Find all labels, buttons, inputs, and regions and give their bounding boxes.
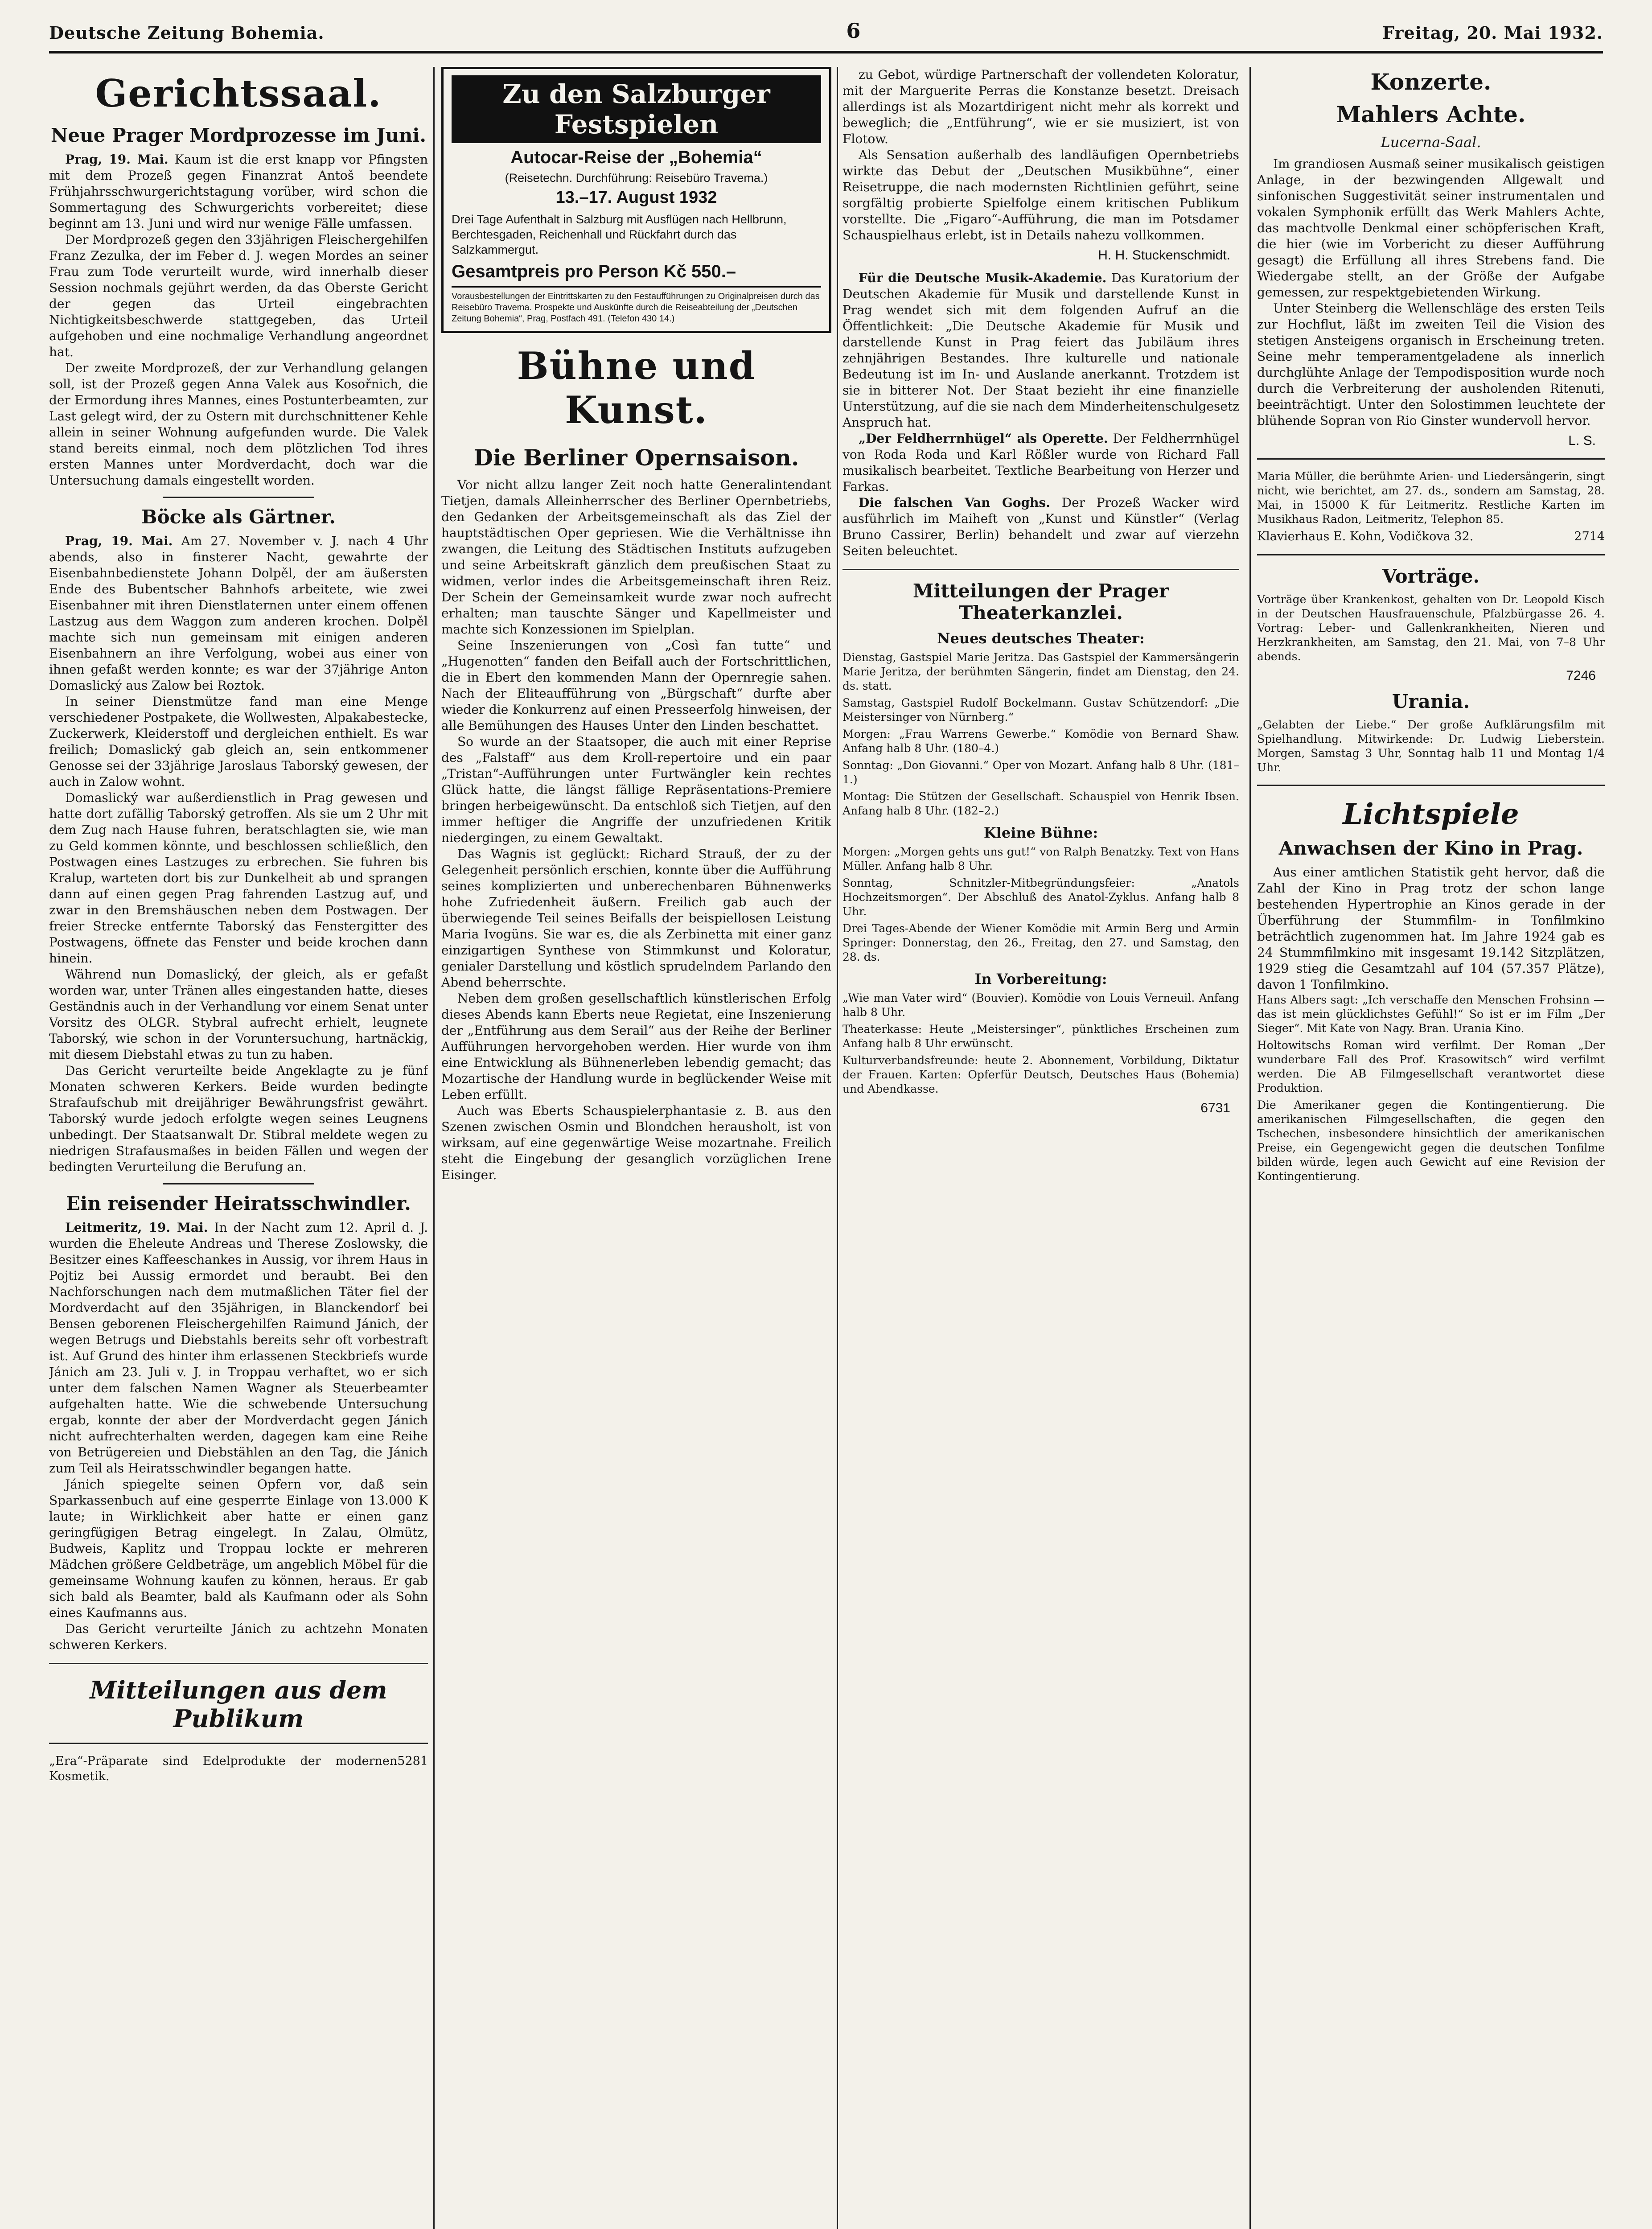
column-theatre: [842, 67, 1239, 2229]
listing-item: Morgen: „Morgen gehts uns gut!“ von Ralph Benatzky. Text von Hans Müller. Anfang halb 8 Uhr.: [842, 845, 1239, 872]
article-paragraph: Der zweite Mordprozeß, der zur Verhandlung gelangen soll, ist der Prozeß gegen Anna Valek aus Kosořnich, die der Ermordung ihres Mannes, eines Postunterbeamten, zur Last gelegt wird, der zu Ostern mit durchschnittener Kehle allein in seiner Wohnung aufgefunden wurde. Die Valek stand bereits einmal, noch dem plötzlichen Tod ihres ersten Mannes unter Mordverdacht, doch war die Untersuchung damals eingestellt worden.: [49, 361, 428, 488]
listing-item: Dienstag, Gastspiel Marie Jeritza. Das Gastspiel der Kammersängerin Marie Jeritza, der berühmten Sängerin, findet am Dienstag, den 24. ds. statt.: [842, 651, 1239, 692]
paragraph-text: Am 27. November v. J. nach 4 Uhr abends, also in finsterer Nacht, gewahrte der Eisenbahnbedienstete Johann Dolpěl, der am äußersten Ende des Bubentscher Bahnhofs arbeitete, wie zwei Eisenbahner mit ihren Dienstlaternen unter einem offenen Lastzug aus dem Waggon zum anderen krochen. Dolpěl machte sich nun gemeinsam mit einigen anderen Eisenbahnern an ihre Verfolgung, wobei aus einer von ihnen gefaßt werden konnte; es war der 37jährige Anton Domaslický aus Zalow bei Roztok.: [49, 534, 428, 693]
notice-item: Die Amerikaner gegen die Kontingentierung. Die amerikanischen Filmgesellschaften, die gegen den Tschechen, insbesondere hinsichtlich der amerikanischen Preise, ein Gegengewicht gegen die deutschen Tonfilme bilden würde, legen auch Gewicht auf eine Revision der Kontingentierung.: [1257, 1098, 1605, 1183]
item-head: „Der Feldherrnhügel“ als Operette.: [859, 431, 1108, 446]
divider: [49, 1663, 428, 1664]
section-title-lectures: Vorträge.: [1382, 565, 1480, 587]
section-title-urania: Urania.: [1392, 691, 1470, 712]
classified-ad: [49, 1754, 428, 1784]
ad-text: Klavierhaus E. Kohn, Vodičkova 32.: [1257, 530, 1474, 543]
dateline: Prag, 19. Mai.: [65, 152, 168, 167]
divider: [49, 1743, 428, 1744]
article-paragraph: In seiner Dienstmütze fand man eine Menge verschiedener Postpakete, die Wollwesten, Alpakabestecke, Zuckerwerk, Kleiderstoff und dergleichen enthielt. Es war freilich; Domaslický gab gleich an, sein entkommener Genosse sei der 33jährige Jaroslaus Taborský gewesen, der auch in Zalow wohnt.: [49, 694, 428, 789]
article-title: Die Berliner Opernsaison.: [473, 444, 799, 471]
section-title-theatre: Mitteilungen der Prager Theaterkanzlei.: [912, 580, 1169, 624]
page-number: 6: [846, 19, 861, 43]
newspaper-name: Deutsche Zeitung Bohemia.: [49, 23, 325, 43]
dateline: Prag, 19. Mai.: [65, 534, 173, 548]
ad-price: Gesamtpreis pro Person Kč 550.–: [452, 262, 736, 281]
article-paragraph: Neben dem großen gesellschaftlich künstlerischen Erfolg dieses Abends kann Eberts neue Regietat, eine Inszenierung der „Entführung aus dem Serail“ aus der Reihe der Berliner Aufführungen hervorgehoben werden. Hier wurde von ihm eine Entwicklung als Bühnenerleben lebendig gemacht; das Mozartische der Handlung wurde in beglückender Weise mit Leben erfüllt.: [441, 991, 831, 1102]
column-court: [49, 67, 428, 2229]
ad-organizer: (Reisetechn. Durchführung: Reisebüro Travema.): [505, 171, 768, 185]
listing-item: Sonntag, Schnitzler-Mitbegründungsfeier: „Anatols Hochzeitsmorgen“. Der Abschluß des Anatol-Zyklus. Anfang halb 8 Uhr.: [842, 876, 1239, 918]
divider: [163, 1183, 314, 1184]
theatre-subhead: Neues deutsches Theater:: [937, 630, 1145, 647]
article-title: Ein reisender Heiratsschwindler.: [66, 1193, 411, 1214]
section-title-cinema: Lichtspiele: [1343, 798, 1519, 831]
article-paragraph: So wurde an der Staatsoper, die auch mit einer Reprise des „Falstaff“ aus dem Kroll-repertoire und ein paar „Tristan“-Aufführungen unter Furtwängler kein rechtes Glück hatte, die längst fällige Repräsentations-Premiere bringen herbeigewünscht. Da entschloß sich Tietjen, auf den immer heftiger die Angriffe der unzufriedenen Kritik niedergingen, zu einem Gewaltakt.: [441, 734, 831, 845]
article-paragraph: Domaslický war außerdienstlich in Prag gewesen und hatte dort zufällig Taborský getroffen. Als sie um 2 Uhr mit dem Zug nach Hause fuhren, beratschlagten sie, wie man zu Geld kommen könnte, und beschlossen schließlich, den Postwagen eines Lastzuges zu erbrechen. Sie fuhren bis Kralup, warteten dort bis zur Dunkelheit ab und sprangen dann auf einen gegen Prag fahrenden Lastzug auf, und zwar in den Bremshäuschen neben dem Postwagen. Der freier Strecke entfernte Taborský das Fenstergitter des Postwagens, öffnete das Fenster und beide krochen dann hinein.: [49, 790, 428, 966]
section-title-concerts: Konzerte.: [1370, 69, 1492, 95]
article-title: Neue Prager Mordprozesse im Juni.: [50, 124, 426, 146]
article-paragraph: Im grandiosen Ausmaß seiner musikalisch geistigen Anlage, in der bezwingenden Allgewalt und sinfonischen Suggestivität seiner instrumentalen und vokalen Symphonik erfüllt das Werk Mahlers Achte, das machtvolle Denkmal einer schöpferischen Kraft, die hier (wie im Vorbericht zu dieser Aufführung gesagt) die Erfüllung all ihres Strebens fand. Die Wiedergabe stellt, an der Größe der Aufgabe gemessen, zur respektgebietenden Wirkung.: [1257, 156, 1605, 300]
article-venue: Lucerna-Saal.: [1381, 134, 1481, 151]
column-stage: [441, 67, 831, 2229]
ad-subtitle: Autocar-Reise der „Bohemia“: [510, 148, 762, 167]
classified-ad: [1257, 529, 1605, 544]
article-paragraph: [842, 270, 1239, 431]
ad-code: 2714: [1574, 530, 1605, 543]
article-paragraph: Das Wagnis ist geglückt: Richard Strauß, der zu der Gelegenheit persönlich erschien, konnte über die Aufführung seines komplizierten und unberechenbaren Bühnenwerks hohe Zufriedenheit äußern. Freilich gab auch der überwiegende Teil seines Beifalls der beispiellosen Leistung Maria Ivogüns. Sie war es, die als Zerbinetta mit einer ganz einzigartigen Synthese von Stimmkunst und Koloratur, genialer Darstellung und köstlich sprudelndem Parlando den Abend beherrschte.: [441, 847, 831, 990]
article-paragraph: Vor nicht allzu langer Zeit noch hatte Generalintendant Tietjen, damals Alleinherrscher des Berliner Opernbetriebs, den Gedanken der Arbeitsgemeinschaft als das Ziel der hauptstädtischen Oper gepriesen. Wie die Verhältnisse ihn zwangen, die Leitung des Städtischen Instituts aufzugeben und seine Arbeitskraft gänzlich dem preußischen Staat zu widmen, verlor indes die Arbeitsgemeinschaft ihren Reiz. Der Schein der Gemeinsamkeit wurde zwar noch aufrecht erhalten; man tauschte Sänger und Kapellmeister und machte sich Konzessionen im Spielplan.: [441, 477, 831, 637]
section-title-court: Gerichtssaal.: [95, 71, 382, 115]
masthead-bar: [49, 13, 1603, 53]
paragraph-text: In der Nacht zum 12. April d. J. wurden die Eheleute Andreas und Therese Zoslowsky, die Besitzer eines Kaffeeschankes in Aussig, vor ihrem Haus in Pojtiz bei Aussig ermordet und beraubt. Bei den Nachforschungen nach dem mutmaßlichen Täter fiel der Mordverdacht auf den 35jährigen, in Blanckendorf bei Bensen geborenen Fleischergehilfen Raimund Jánich, der wegen Betrugs und Diebstahls bereits sehr oft vorbestraft ist. Auf Grund des hinter ihm erlassenen Steckbriefs wurde Jánich am 23. Juli v. J. in Troppau verhaftet, wo er sich unter dem falschen Namen Wagner als Steuerbeamter aufgehalten hatte. Wie die schwebende Untersuchung ergab, konnte der aber der Mordverdacht gegen Jánich nicht aufrechterhalten werden, dagegen kam eine Reihe von Betrügereien und Diebstählen an den Tag, die Jánich zum Teil als Heiratsschwindler begangen hatte.: [49, 1220, 428, 1476]
paragraph-text: Der Prozeß Wacker wird ausführlich im Maiheft von „Kunst und Künstler“ (Verlag Bruno Cassirer, Berlin) behandelt und zwar auf vierzehn Seiten beleuchtet.: [842, 495, 1239, 558]
column-rule: [1249, 67, 1251, 2229]
divider: [1257, 458, 1605, 460]
paragraph-text: Kaum ist die erst knapp vor Pfingsten mit dem Prozeß gegen Finanzrat Antoš beendete Frühjahrsschwurgerichtstagung vorüber, wird schon die Sommertagung des Schwurgerichts vorbereitet; diese beginnt am 13. Juni und wird nur wenige Fälle umfassen.: [49, 152, 428, 231]
column-rule: [433, 67, 435, 2229]
listing-item: Montag: Die Stützen der Gesellschaft. Schauspiel von Henrik Ibsen. Anfang halb 8 Uhr. (182–2.): [842, 790, 1239, 817]
article-paragraph: Seine Inszenierungen von „Così fan tutte“ und „Hugenotten“ fanden den Beifall auch der Fortschrittlichen, die in Ebert den kommenden Mann der Opernregie sahen. Nach der Eliteaufführung von „Bürgschaft“ durfte aber wieder die Konkurrenz auf einen Presseerfolg hinweisen, der alle Bemühungen des Hauses Unter den Linden beschattet.: [441, 638, 831, 733]
theatre-subhead: Kleine Bühne:: [983, 824, 1098, 841]
notice-item: „Gelabten der Liebe.“ Der große Aufklärungsfilm mit Spielhandlung. Mitwirkende: Dr. Ludwig Lieberstein. Morgen, Samstag 3 Uhr, Sonntag halb 11 und Montag 1/4 Uhr.: [1257, 718, 1605, 774]
dateline: Leitmeritz, 19. Mai.: [65, 1220, 208, 1235]
article-title: Mahlers Achte.: [1336, 101, 1526, 127]
section-title-publikum: Mitteilungen aus dem Publikum: [90, 1676, 387, 1733]
article-paragraph: Der Mordprozeß gegen den 33jährigen Fleischergehilfen Franz Zezulka, der im Feber d. J. wegen Mordes an seiner Frau zum Tode verurteilt wurde, wird innerhalb dieser Session nochmals gejührt werden, da das Oberste Gericht der gegen das Urteil eingebrachten Nichtigkeitsbeschwerde stattgegeben, das Urteil aufgehoben und eine nochmalige Verhandlung angeordnet hat.: [49, 232, 428, 359]
notice-item: Holtowitschs Roman wird verfilmt. Der Roman „Der wunderbare Fall des Prof. Krasowitsch“ wird verfilmt werden. Die AB Filmgesellschaft verantwortet diese Produktion.: [1257, 1039, 1605, 1094]
ad-code: 5281: [397, 1754, 428, 1768]
article-paragraph: Auch was Eberts Schauspielerphantasie z. B. aus den Szenen zwischen Osmin und Blondchen herausholt, ist von wirksam, auf eine gegenwärtige Weise mozartnahe. Freilich steht die Eingebung der gesanglich vorzüglichen Irene Eisinger.: [441, 1103, 831, 1182]
article-paragraph: Das Gericht verurteilte Jánich zu achtzehn Monaten schweren Kerkers.: [49, 1621, 428, 1652]
article-paragraph: Jánich spiegelte seinen Opfern vor, daß sein Sparkassenbuch auf eine gesperrte Einlage von 13.000 K laute; in Wirklichkeit aber hatte er einen ganz geringfügigen Betrag eingelegt. In Zalau, Olmütz, Budweis, Kaplitz und Troppau lockte er mehreren Mädchen größere Geldbeträge, um angeblich Möbel für die gemeinsame Wohnung kaufen zu können, heraus. Er gab sich bald als Beamter, bald als Kaufmann oder als Sohn eines Kaufmanns aus.: [49, 1477, 428, 1620]
notice-item: Maria Müller, die berühmte Arien- und Liedersängerin, singt nicht, wie berichtet, am 27. ds., sondern am Samstag, 28. Mai, in 15000 K für Leitmeritz. Restliche Karten im Musikhaus Radon, Leitmeritz, Telephon 85.: [1257, 470, 1605, 526]
item-head: Für die Deutsche Musik-Akademie.: [859, 271, 1107, 285]
issue-date: Freitag, 20. Mai 1932.: [1382, 23, 1603, 43]
section-title-stage: Bühne und Kunst.: [517, 344, 756, 432]
article-paragraph: [842, 495, 1239, 559]
ad-dates: 13.–17. August 1932: [555, 188, 717, 207]
ad-text: „Era“-Präparate sind Edelprodukte der modernen Kosmetik.: [49, 1754, 398, 1783]
divider: [1257, 785, 1605, 786]
ad-code: 6731: [1200, 1101, 1230, 1115]
article-paragraph: Während nun Domaslický, der gleich, als er gefaßt worden war, unter Tränen alles eingestanden hatte, dieses Geständnis auch in der Verhandlung vor einem Senat unter Vorsitz des OLGR. Stybral aufrecht erhielt, leugnete Taborský, wie schon in der Voruntersuchung, hartnäckig, mit diesem Diebstahl etwas zu tun zu haben.: [49, 967, 428, 1062]
article-paragraph: [49, 1220, 428, 1476]
divider: [1257, 554, 1605, 555]
divider: [163, 497, 314, 498]
listing-item: Kulturverbandsfreunde: heute 2. Abonnement, Vorbildung, Diktatur der Frauen. Karten: Opferfür Deutsch, Deutsches Haus (Bohemia) und Abendkasse.: [842, 1054, 1239, 1095]
divider: [842, 569, 1239, 570]
article-paragraph: Das Gericht verurteilte beide Angeklagte zu je fünf Monaten schweren Kerkers. Beide wurden bedingte Strafaufschub mit dreijähriger Bewährungsfrist gewährt. Taborský wurde jedoch erfolgte wegen seines Leugnens unbedingt. Der Staatsanwalt Dr. Stibral meldete wegen zu niedrigen Strafausmaßes in beiden Fällen und wegen der bedingten Verurteilung die Berufung an.: [49, 1063, 428, 1174]
travel-advertisement: [441, 67, 831, 333]
ad-title: Zu den Salzburger Festspielen: [452, 75, 821, 143]
column-rule: [837, 67, 838, 2229]
article-paragraph: [842, 431, 1239, 495]
article-title: Böcke als Gärtner.: [141, 506, 336, 528]
paragraph-text: Das Kuratorium der Deutschen Akademie für Musik und darstellende Kunst in Prag wendet sich mit dem folgenden Aufruf an die Öffentlichkeit: „Die Deutsche Akademie für Musik und darstellende Kunst in Prag feiert das Jubiläum ihres zehnjährigen Bestandes. Ihre kulturelle und nationale Bedeutung ist im In- und Auslande anerkannt. Trotzdem ist sie in bitterer Not. Der Staat bezieht ihr eine finanzielle Unterstützung, auf die sie nach dem Minderheitenschulgesetz Anspruch hat.: [842, 271, 1239, 430]
notice-item: Hans Albers sagt: „Ich verschaffe den Menschen Frohsinn — das ist mein glücklichstes Gefühl!“ So ist er im Film „Der Sieger“. Mit Kate von Nagy. Bran. Urania Kino.: [1257, 993, 1605, 1035]
listing-item: Samstag, Gastspiel Rudolf Bockelmann. Gustav Schützendorf: „Die Meistersinger von Nürnberg.“: [842, 696, 1239, 724]
article-paragraph: [49, 533, 428, 694]
ad-fineprint: Vorausbestellungen der Eintrittskarten zu den Festaufführungen zu Originalpreisen durch das Reisebüro Travema. Prospekte und Auskünfte durch die Reiseabteilung der „Deutschen Zeitung Bohemia“, Prag, Postfach 491. (Telefon 430 14.): [452, 286, 821, 325]
article-paragraph: [49, 152, 428, 232]
listing-item: Sonntag: „Don Giovanni.“ Oper von Mozart. Anfang halb 8 Uhr. (181–1.): [842, 759, 1239, 786]
article-title: Anwachsen der Kino in Prag.: [1278, 837, 1583, 859]
item-head: Die falschen Van Goghs.: [859, 495, 1051, 510]
listing-item: Theaterkasse: Heute „Meistersinger“, pünktliches Erscheinen zum Anfang halb 8 Uhr erwünscht.: [842, 1023, 1239, 1050]
listing-item: Drei Tages-Abende der Wiener Komödie mit Armin Berg und Armin Springer: Donnerstag, den 26., Freitag, den 27. und Samstag, den 28. ds.: [842, 922, 1239, 963]
notice-item: Vorträge über Krankenkost, gehalten von Dr. Leopold Kisch in der Deutschen Hausfrauenschule, Pfalzbürgasse 26. 4. Vortrag: Leber- und Gallenkrankheiten, Nieren und Herzkrankheiten, am Samstag, den 21. Mai, von 7–8 Uhr abends.: [1257, 593, 1605, 663]
listing-item: Morgen: „Frau Warrens Gewerbe.“ Komödie von Bernard Shaw. Anfang halb 8 Uhr. (180–4.): [842, 728, 1239, 755]
author-signature: L. S.: [1568, 433, 1596, 448]
paragraph-text: Der Feldherrnhügel von Roda Roda und Karl Rößler wurde von Richard Fall musikalisch bearbeitet. Textliche Bearbeitung von Herzer und Farkas.: [842, 431, 1239, 494]
ad-code: 7246: [1566, 668, 1596, 683]
column-concerts: [1257, 67, 1605, 2229]
author-signature: H. H. Stuckenschmidt.: [1098, 248, 1230, 263]
theatre-subhead: In Vorbereitung:: [974, 971, 1107, 987]
article-paragraph: zu Gebot, würdige Partnerschaft der vollendeten Koloratur, mit der Marguerite Perras die Konstanze besetzt. Dreisach allerdings ist als Mozartdirigent nicht mehr als korrekt und beweglich; die „Entführung“, wie er sie musiziert, ist von Flotow.: [842, 67, 1239, 146]
article-paragraph: Unter Steinberg die Wellenschläge des ersten Teils zur Hochflut, läßt im zweiten Teil die Vision des stetigen Ansteigens organisch in Erscheinung treten. Seine mehr temperamentgeladene als innerlich durchglühte Anlage der Tempodisposition wurde noch durch die Verbreiterung der ausholenden Ritenuti, beeinträchtigt. Unter den Solostimmen leuchtete der blühende Sopran von Rio Ginster wundervoll hervor.: [1257, 301, 1605, 428]
article-paragraph: Aus einer amtlichen Statistik geht hervor, daß die Zahl der Kino in Prag trotz der schon lange bestehenden Hypertrophie an Kinos gerade in der Überführung der Stummfilm- in Tonfilmkino beträchtlich zugenommen hat. Im Jahre 1924 gab es 24 Stummfilmkino mit insgesamt 19.142 Sitzplätzen, 1929 stieg die Gesamtzahl auf 104 (57.357 Plätze), davon 1 Tonfilmkino.: [1257, 865, 1605, 992]
article-paragraph: Als Sensation außerhalb des landläufigen Opernbetriebs wirkte das Debut der „Deutschen Musikbühne“, einer Reisetruppe, die nach modernsten Richtlinien geführt, seine sorgfältig probierte Spielfolge einem kritischen Publikum vorstellte. Die „Figaro“-Aufführung, die man im Potsdamer Schauspielhaus erlebt, ist in Details nahezu vollkommen.: [842, 148, 1239, 243]
ad-details: Drei Tage Aufenthalt in Salzburg mit Ausflügen nach Hellbrunn, Berchtesgaden, Reichenhall und Rückfahrt durch das Salzkammergut.: [452, 213, 787, 256]
listing-item: „Wie man Vater wird“ (Bouvier). Komödie von Louis Verneuil. Anfang halb 8 Uhr.: [842, 991, 1239, 1019]
